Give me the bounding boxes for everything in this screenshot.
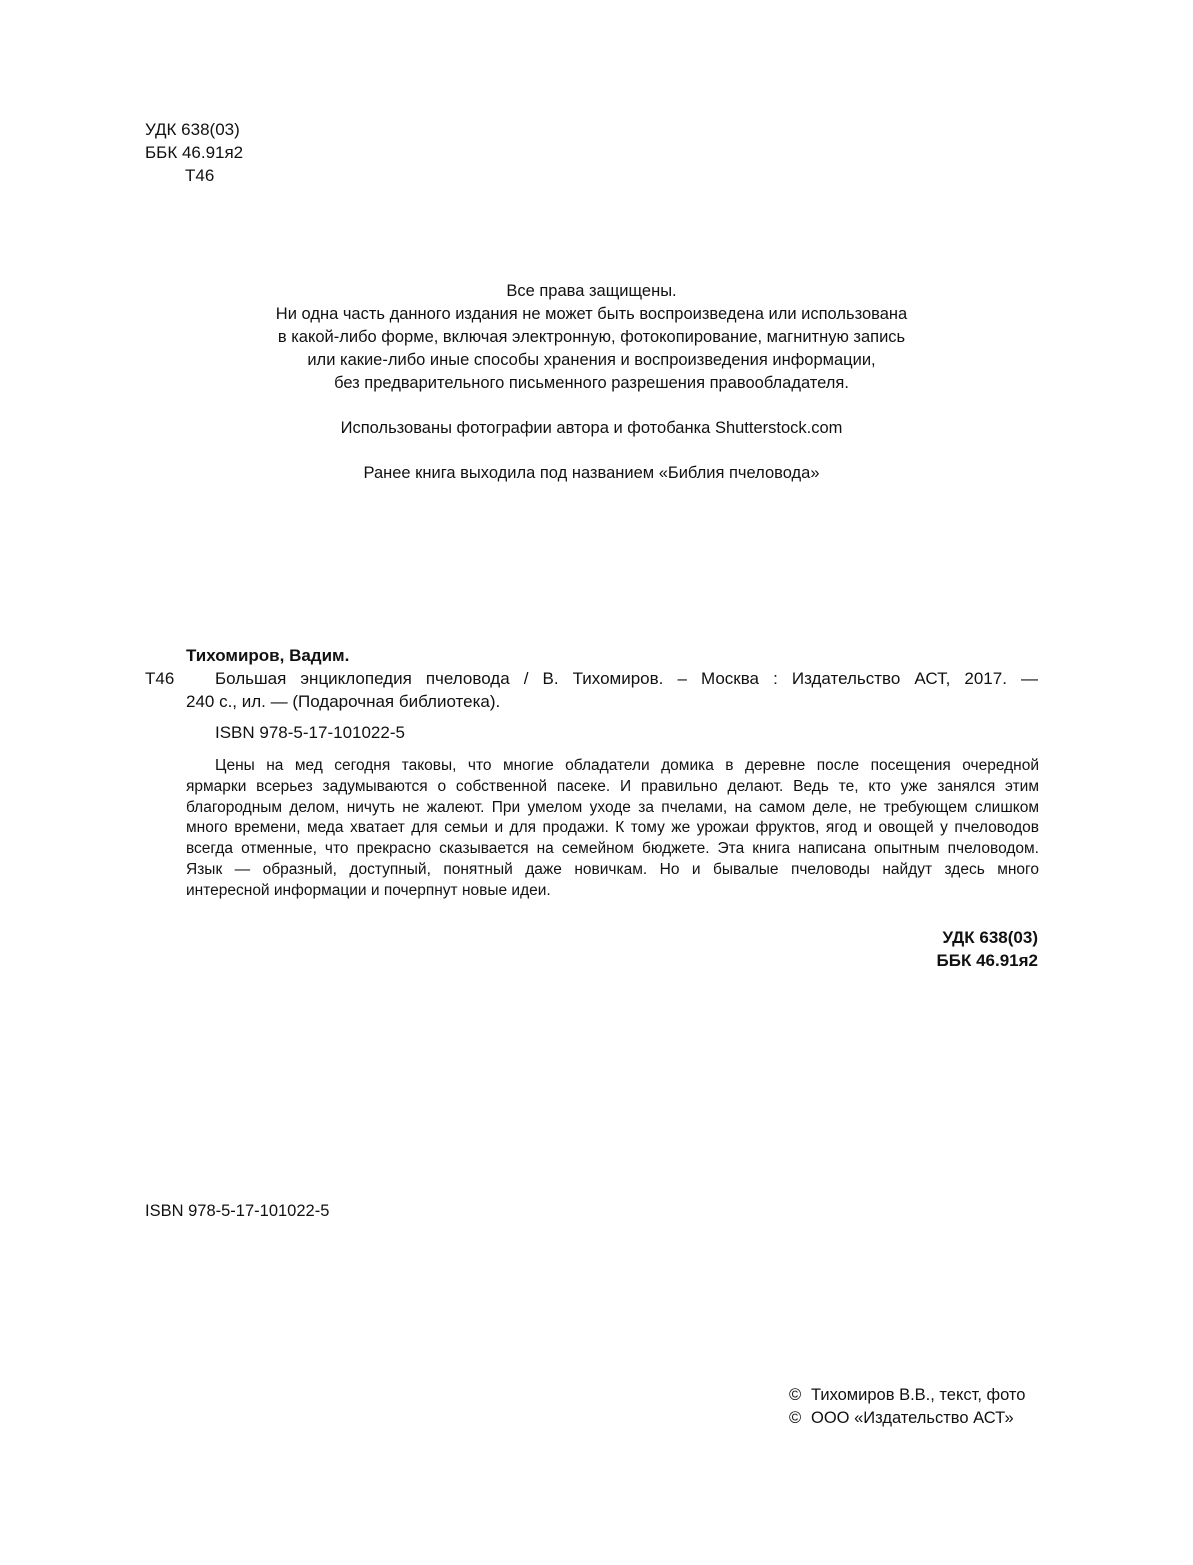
bibliography-author: Тихомиров, Вадим. bbox=[186, 646, 350, 665]
author-cipher: Т46 bbox=[185, 166, 215, 185]
copyright-icon: © bbox=[789, 1386, 802, 1404]
rights-line: без предварительного письменного разрешения правообладателя. bbox=[334, 374, 849, 392]
rights-line: в какой-либо форме, включая электронную, фотокопирование, магнитную запись bbox=[277, 328, 906, 346]
annotation-line: всегда отменные, что прекрасно сказывается на семейном бюджете. Эта книга написана опытным пчеловодом. bbox=[186, 840, 1039, 858]
bbk-code: ББК 46.91я2 bbox=[145, 143, 244, 162]
copyright-line bbox=[789, 1407, 1025, 1430]
annotation-line: интересной информации и почерпнут новые идеи. bbox=[186, 881, 551, 899]
classification-top bbox=[145, 118, 243, 187]
udk-code: УДК 638(03) bbox=[942, 928, 1038, 947]
udk-code: УДК 638(03) bbox=[145, 120, 240, 139]
annotation-line: Цены на мед сегодня таковы, что многие обладатели домика в деревне после посещения очередной bbox=[215, 757, 1039, 774]
photo-credits: Использованы фотографии автора и фотобанка Shutterstock.com bbox=[340, 419, 843, 437]
annotation bbox=[186, 756, 1039, 902]
copyright-icon: © bbox=[789, 1409, 802, 1427]
copyright-line bbox=[789, 1384, 1025, 1407]
classification-bottom bbox=[937, 926, 1038, 972]
bbk-code: ББК 46.91я2 bbox=[936, 951, 1038, 970]
copyright-text: Тихомиров В.В., текст, фото bbox=[811, 1386, 1026, 1404]
rights-notice bbox=[200, 280, 983, 485]
bibliography-isbn: ISBN 978-5-17-101022-5 bbox=[215, 723, 405, 742]
annotation-line: ярмарки всерьез задумываются о собственной пасеке. И правильно делают. Ведь те, кто уже занялся этим bbox=[186, 777, 1039, 795]
bibliography-line: Большая энциклопедия пчеловода / В. Тихомиров. – Москва : Издательство АСТ, 2017. — bbox=[215, 669, 1038, 688]
copyright-text: ООО «Издательство АСТ» bbox=[811, 1409, 1014, 1427]
annotation-line: Язык — образный, доступный, понятный даже новичкам. Но и бывалые пчеловоды найдут здесь много bbox=[186, 860, 1039, 878]
rights-line: Все права защищены. bbox=[506, 282, 677, 300]
copyright-block bbox=[789, 1384, 1025, 1430]
annotation-line: благородным делом, ничуть не жалеют. При умелом уходе за пчелами, на самом деле, не требующем слишком bbox=[186, 798, 1039, 816]
rights-line: или какие-либо иные способы хранения и воспроизведения информации, bbox=[307, 351, 876, 369]
annotation-line: много времени, меда хватает для семьи и для продажи. К тому же урожаи фруктов, ягод и овощей у пчеловодов bbox=[186, 819, 1039, 837]
rights-line: Ни одна часть данного издания не может быть воспроизведена или использована bbox=[275, 305, 908, 323]
previous-title-note: Ранее книга выходила под названием «Библия пчеловода» bbox=[363, 464, 820, 482]
bibliography-cipher: Т46 bbox=[145, 669, 175, 688]
bibliography-line: 240 с., ил. — (Подарочная библиотека). bbox=[186, 692, 501, 711]
isbn: ISBN 978-5-17-101022-5 bbox=[145, 1202, 330, 1220]
